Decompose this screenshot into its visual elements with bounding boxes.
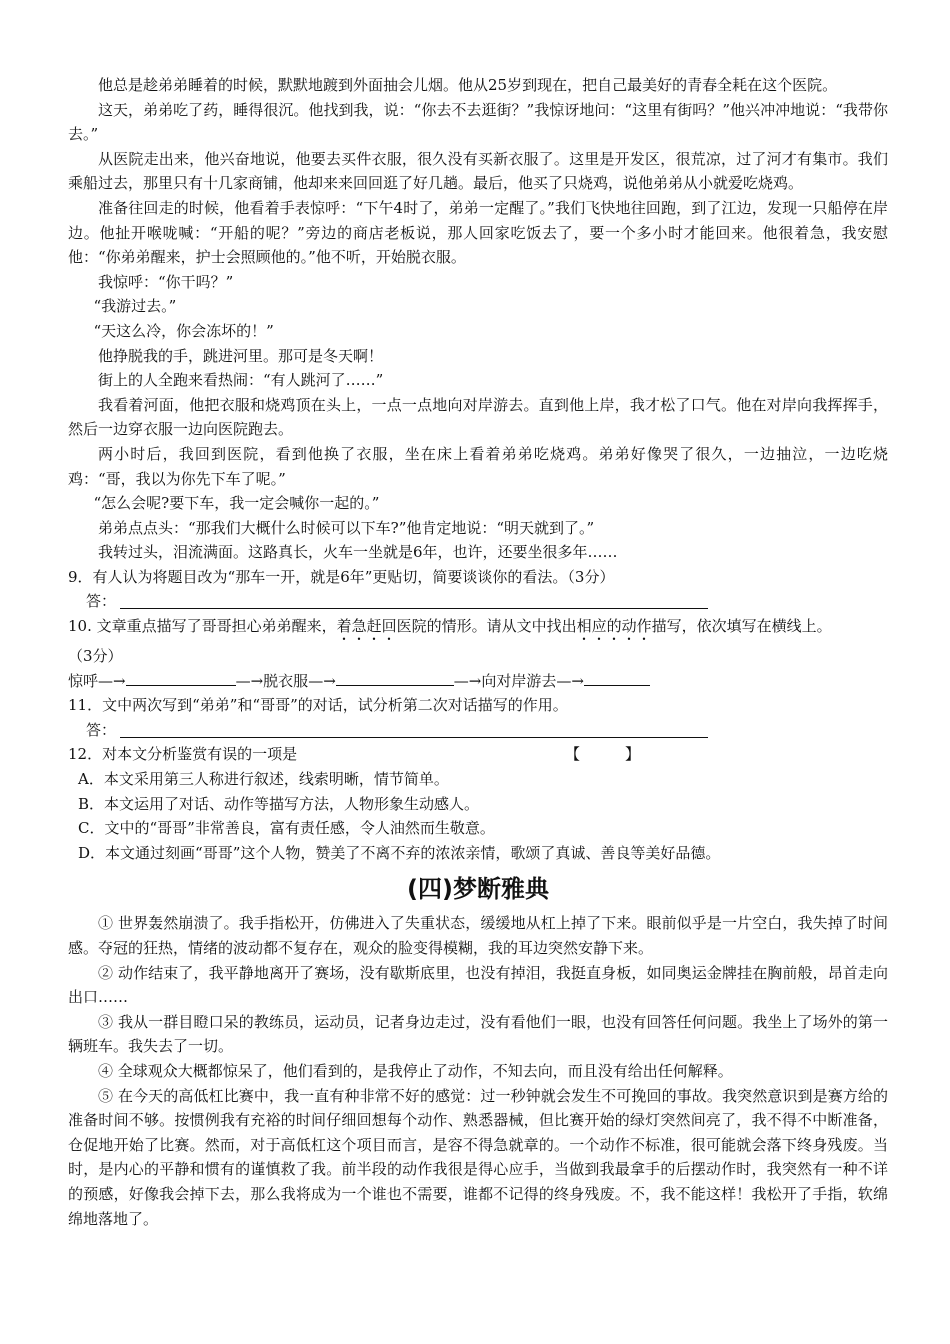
section-paragraph: ④ 全球观众大概都惊呆了，他们看到的，是我停止了动作，不知去向，而且没有给出任何解释。 — [98, 1061, 733, 1080]
question-12 — [68, 742, 888, 767]
story-paragraph: “怎么会呢?要下车，我一定会喊你一起的。” — [93, 494, 380, 513]
story-paragraph: 我惊呼：“你干吗？” — [98, 272, 234, 291]
chain-arrow: —→ — [453, 671, 482, 690]
chain-arrow: —→ — [308, 671, 336, 690]
story-paragraph: “我游过去。” — [93, 297, 177, 316]
question-11: 11．文中两次写到“弟弟”和“哥哥”的对话，试分析第二次对话描写的作用。 — [68, 696, 568, 715]
q10-score: （3分） — [68, 647, 123, 666]
option-a: A．本文采用第三人称进行叙述，线索明晰，情节简单。 — [78, 770, 449, 789]
answer-rule — [120, 737, 708, 738]
q10-action-chain — [68, 669, 888, 694]
story-paragraph: 准备往回走的时候，他看着手表惊呼：“下午4时了，弟弟一定醒了。”我们飞快地往回跑，到了江边，发现一只船停在岸边。他扯开喉咙喊：“开船的呢？”旁边的商店老板说，那人回家吃饭去了，要一个多小时才能回来。他很着急，我安慰他：“你弟弟醒来，护士会照顾他的。”他不听，开始脱衣服。 — [68, 198, 888, 267]
section-paragraph: ② 动作结束了，我平静地离开了赛场，没有歇斯底里，也没有掉泪，我挺直身板，如同奥运金牌挂在胸前般，昂首走向出口…… — [68, 963, 888, 1007]
q10-emphasis-hurry: 着急赶回 — [336, 617, 397, 636]
option-d: D．本文通过刻画“哥哥”这个人物，赞美了不离不弃的浓浓亲情，歌颂了真诚、善良等美好品德。 — [78, 843, 721, 862]
story-paragraph: 他总是趁弟弟睡着的时候，默默地踱到外面抽会儿烟。他从25岁到现在，把自己最美好的青春全耗在这个医院。 — [98, 76, 838, 94]
chain-blank-2[interactable] — [336, 669, 454, 686]
story-paragraph: 从医院走出来，他兴奋地说，他要去买件衣服，很久没有买新衣服了。这里是开发区，很荒凉，过了河才有集市。我们乘船过去，那里只有十几家商铺，他却来来回回逛了好几趟。最后，他买了只烧鸡，说他弟弟从小就爱吃烧鸡。 — [68, 149, 888, 193]
answer-rule — [120, 608, 708, 609]
q10-emphasis-action: 相应的动作 — [576, 617, 652, 636]
story-paragraph: 他挣脱我的手，跳进河里。那可是冬天啊！ — [98, 346, 384, 365]
question-9: 9．有人认为将题目改为“那车一开，就是6年”更贴切，简要谈谈你的看法。（3分） — [68, 567, 615, 586]
q10-text-c: 医院的情形。请从文中找出 — [396, 617, 577, 636]
question-10 — [68, 614, 888, 669]
chain-arrow: —→ — [235, 671, 264, 690]
story-paragraph: 街上的人全跑来看热闹：“有人跳河了……” — [98, 371, 384, 390]
chain-arrow: —→ — [556, 671, 584, 690]
chain-blank-3[interactable] — [584, 669, 650, 686]
option-b: B．本文运用了对话、动作等描写方法，人物形象生动感人。 — [78, 794, 480, 813]
story-paragraph: 我转过头，泪流满面。这路真长，火车一坐就是6年，也许，还要坐很多年…… — [98, 543, 618, 562]
section-paragraph: ⑤ 在今天的高低杠比赛中，我一直有种非常不好的感觉：过一秒钟就会发生不可挽回的事故。我突然意识到是赛方给的准备时间不够。按惯例我有充裕的时间仔细回想每个动作、熟悉器械，但比赛开始的绿灯突然间亮了，我不得不中断准备，仓促地开始了比赛。然而，对于高低杠这个项目而言，是容不得急就章的。一个动作不标准，很可能就会落下终身残废。当时，是内心的平静和惯有的谨慎救了我。前半段的动作我很是得心应手，当做到我最拿手的后摆动作时，我突然有一种不详的预感，好像我会掉下去，那么我将成为一个谁也不需要，谁都不记得的终身残废。不，我不能这样！我松开了手指，软绵绵地落地了。 — [68, 1086, 888, 1228]
chain-mid-2: 向对岸游去 — [481, 671, 557, 690]
chain-start: 惊呼 — [68, 671, 99, 690]
story-paragraph: 两小时后，我回到医院，看到他换了衣服，坐在床上看着弟弟吃烧鸡。弟弟好像哭了很久，一边抽泣，一边吃烧鸡：“哥，我以为你先下车了呢。” — [68, 444, 888, 488]
section-paragraph: ③ 我从一群目瞪口呆的教练员，运动员，记者身边走过，没有看他们一眼，也没有回答任何问题。我坐上了场外的第一辆班车。我失去了一切。 — [68, 1012, 888, 1056]
chain-arrow: —→ — [98, 671, 126, 690]
q12-text: 12．对本文分析鉴赏有误的一项是 — [68, 745, 298, 764]
answer-label: 答： — [86, 720, 117, 739]
story-paragraph: 我看着河面，他把衣服和烧鸡顶在头上，一点一点地向对岸游去。直到他上岸，我才松了口气。他在对岸向我挥挥手，然后一边穿衣服一边向医院跑去。 — [68, 395, 888, 439]
story-paragraph: 弟弟点点头：“那我们大概什么时候可以下车?”他肯定地说：“明天就到了。” — [98, 518, 595, 537]
answer-label: 答： — [86, 592, 117, 611]
q10-text-e: 描写，依次填写在横线上。 — [651, 617, 832, 636]
story-paragraph: “天这么冷，你会冻坏的！” — [93, 321, 274, 340]
q10-text-a: 10. 文章重点描写了哥哥担心弟弟醒来， — [68, 617, 337, 636]
answer-line-9[interactable] — [68, 589, 888, 614]
chain-blank-1[interactable] — [126, 669, 236, 686]
chain-mid-1: 脱衣服 — [263, 671, 309, 690]
option-c: C．文中的“哥哥”非常善良，富有责任感，令人油然而生敬意。 — [78, 819, 495, 838]
answer-line-11[interactable] — [68, 718, 888, 743]
section-title: (四)梦断雅典 — [407, 875, 549, 904]
section-paragraph: ① 世界轰然崩溃了。我手指松开，仿佛进入了失重状态，缓缓地从杠上掉了下来。眼前似乎是一片空白，我失掉了时间感。夺冠的狂热，情绪的波动都不复存在，观众的脸变得模糊，我的耳边突然安静下来。 — [68, 914, 888, 957]
story-paragraph: 这天，弟弟吃了药，睡得很沉。他找到我，说：“你去不去逛街？”我惊讶地问：“这里有街吗？”他兴冲冲地说：“我带你去。” — [68, 100, 888, 144]
answer-bracket[interactable]: 【 】 — [564, 745, 640, 764]
